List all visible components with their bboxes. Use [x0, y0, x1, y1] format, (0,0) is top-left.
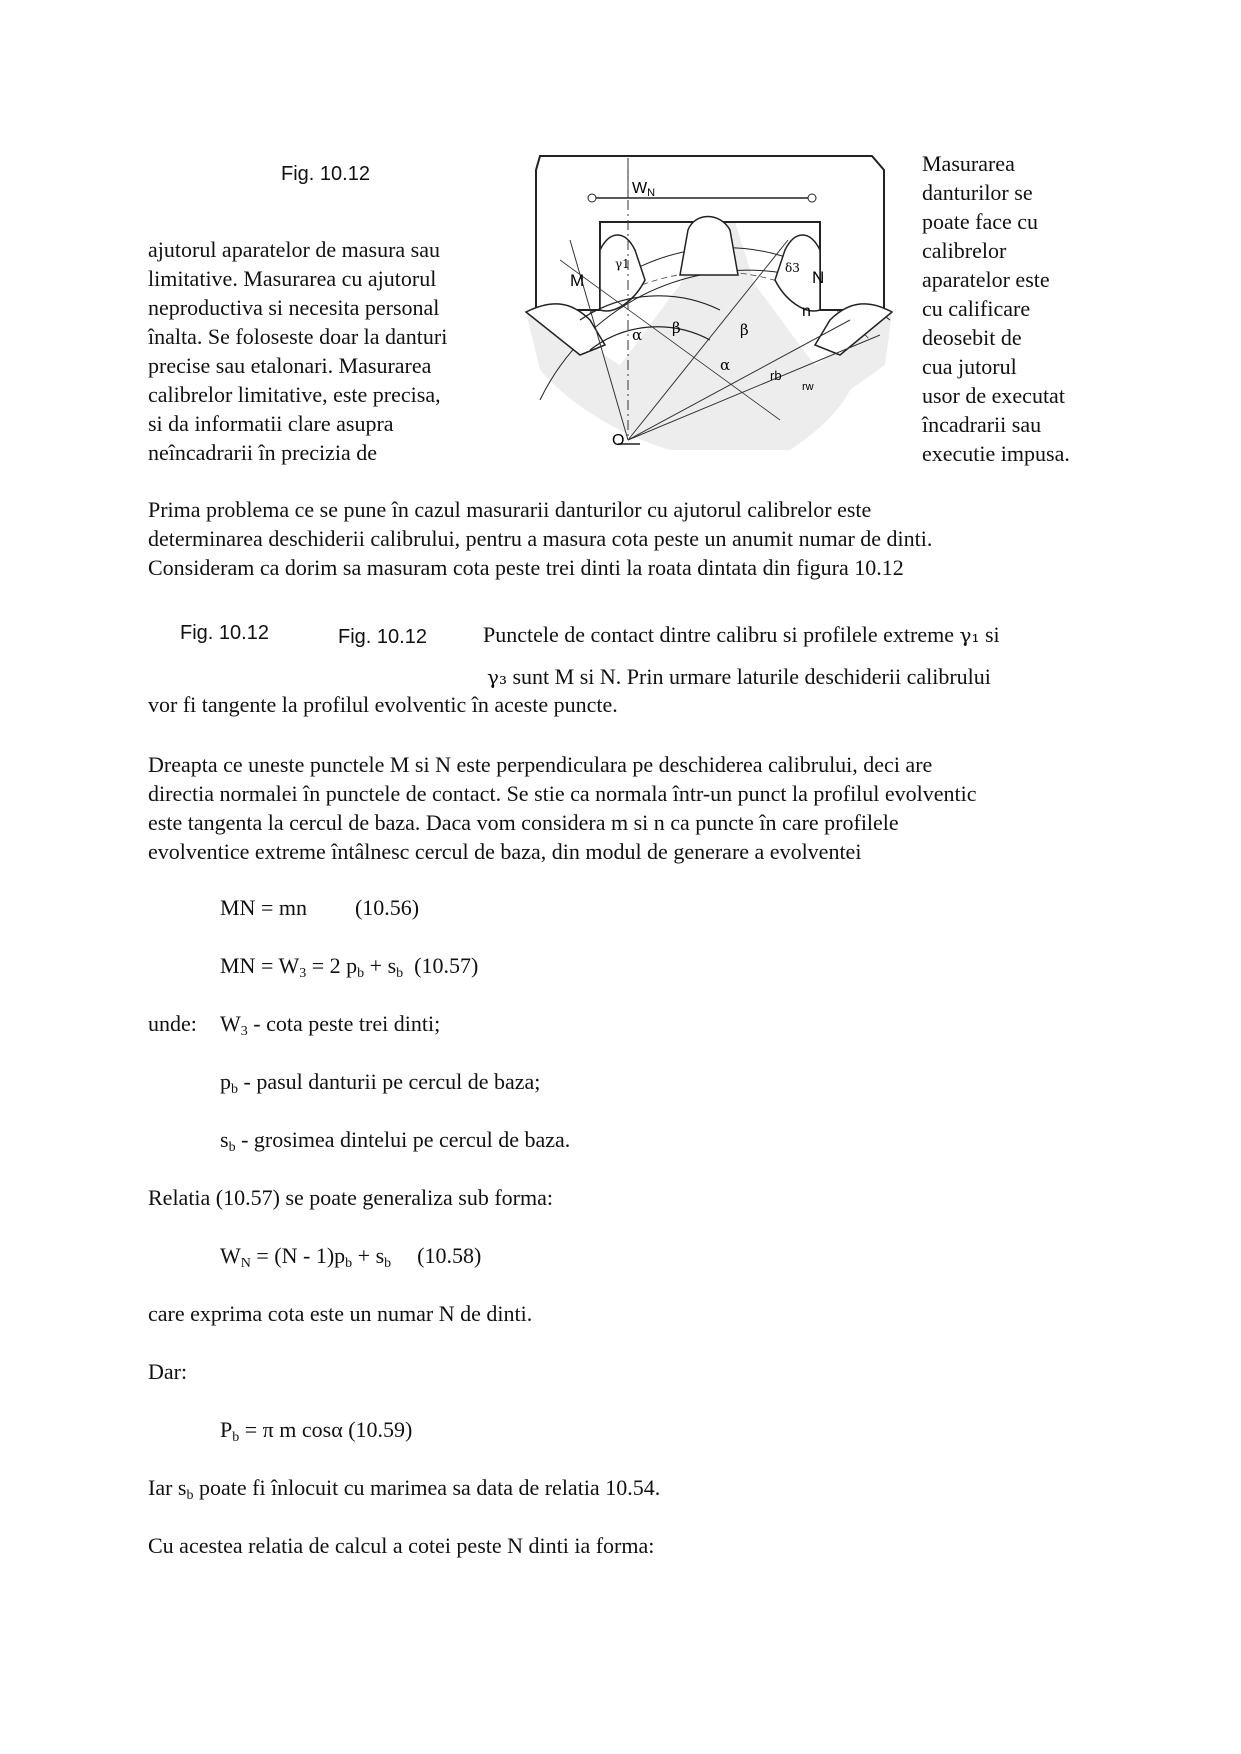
- point-O-label: O: [612, 432, 625, 449]
- text-line: Consideram ca dorim sa masuram cota peste trei dinti la roata dintata din figura 10.12: [148, 555, 904, 580]
- text-line: aparatelor este: [922, 267, 1050, 292]
- text-line: limitative. Masurarea cu ajutorul: [148, 266, 437, 291]
- text-line: directia normalei în punctele de contact. Se stie ca normala într-un punct la profilul evolventic: [148, 781, 977, 806]
- text-line: neproductiva si necesita personal: [148, 295, 440, 320]
- dar-text: Dar:: [148, 1359, 188, 1384]
- rb-label: rb: [770, 368, 782, 383]
- definition-w3: $W_3$ - cota peste trei dinti;: [220, 1011, 441, 1039]
- gamma1-label: γ1: [615, 257, 630, 271]
- text-line: Prima problema ce se pune în cazul masurarii danturilor cu ajutorul calibrelor este: [148, 497, 872, 522]
- text-line: executie impusa.: [922, 441, 1070, 466]
- text-line: danturilor se: [922, 180, 1033, 205]
- equation-10-57: MN = $W_3 = 2$ $p_b + s_b$ (10.57): [220, 953, 479, 981]
- equation-10-56: MN = mn (10.56): [220, 895, 420, 920]
- beta-label-2: β: [740, 321, 749, 339]
- right-text-column: [922, 149, 1070, 468]
- text-line: evolventice extreme întâlnesc cercul de baza, din modul de generare a evolventei: [148, 839, 862, 864]
- text-line: Dreapta ce uneste punctele M si N este perpendiculara pe deschiderea calibrului, deci are: [148, 752, 933, 777]
- rw-label: rw: [802, 381, 814, 393]
- paragraph-2: [148, 750, 977, 866]
- paragraph-1: [148, 495, 932, 582]
- text-line: precise sau etalonari. Masurarea: [148, 353, 432, 378]
- care-text: care exprima cota este un numar N de dinti.: [148, 1301, 533, 1326]
- text-line: usor de executat: [922, 383, 1065, 408]
- point-n-label: n: [802, 303, 811, 320]
- text-line: cua jutorul: [922, 354, 1017, 379]
- equation-10-59: $P_b = \pi$ m cosα (10.59): [220, 1417, 413, 1445]
- unde-label: unde:: [148, 1011, 197, 1036]
- fig-label-top: Fig. 10.12: [281, 163, 370, 185]
- final-text: Cu acestea relatia de calcul a cotei peste N dinti ia forma:: [148, 1533, 655, 1558]
- text-line: este tangenta la cercul de baza. Daca vom considera m si n ca puncte în care profilele: [148, 810, 899, 835]
- definition-sb: $s_b$ - grosimea dintelui pe cercul de baza.: [220, 1127, 571, 1155]
- iar-text: Iar $s_b$ poate fi înlocuit cu marimea sa data de relatia 10.54.: [148, 1475, 661, 1503]
- gear-caliper-figure: [520, 150, 900, 460]
- text-line: cu calificare: [922, 296, 1031, 321]
- text-line: si da informatii clare asupra: [148, 411, 394, 436]
- definition-pb: $p_b$ - pasul danturii pe cercul de baza;: [220, 1069, 541, 1097]
- text-line: poate face cu: [922, 209, 1039, 234]
- text-line: calibrelor: [922, 238, 1007, 263]
- text-line: neîncadrarii în precizia de: [148, 440, 378, 465]
- text-line: Masurarea: [922, 151, 1015, 176]
- fig-label-mid-2: Fig. 10.12: [338, 626, 427, 648]
- text-line: încadrarii sau: [922, 412, 1042, 437]
- alpha-label-2: α: [720, 356, 731, 374]
- contact-line-3: vor fi tangente la profilul evolventic în aceste puncte.: [148, 692, 618, 717]
- text-line: calibrelor limitative, este precisa,: [148, 382, 441, 407]
- point-N-label: N: [812, 268, 825, 287]
- text-line: înalta. Se foloseste doar la danturi: [148, 324, 448, 349]
- contact-line-2: γ₃ sunt M si N. Prin urmare laturile deschiderii calibrului: [487, 664, 991, 689]
- left-text-column: [148, 235, 447, 467]
- text-line: deosebit de: [922, 325, 1022, 350]
- contact-line-1: Punctele de contact dintre calibru si profilele extreme γ₁ si: [483, 622, 1000, 647]
- wn-label: WN: [632, 180, 656, 199]
- gamma3-label: δ3: [785, 261, 800, 275]
- fig-label-mid-1: Fig. 10.12: [180, 622, 269, 644]
- beta-label-1: β: [672, 319, 681, 337]
- text-line: ajutorul aparatelor de masura sau: [148, 237, 440, 262]
- alpha-label-1: α: [632, 326, 643, 344]
- text-line: determinarea deschiderii calibrului, pentru a masura cota peste un anumit numar de dinti.: [148, 526, 933, 551]
- relatia-text: Relatia (10.57) se poate generaliza sub forma:: [148, 1185, 554, 1210]
- point-M-label: M: [570, 271, 585, 290]
- equation-10-58: $W_N = (N - 1)p_b + s_b$ (10.58): [220, 1243, 482, 1271]
